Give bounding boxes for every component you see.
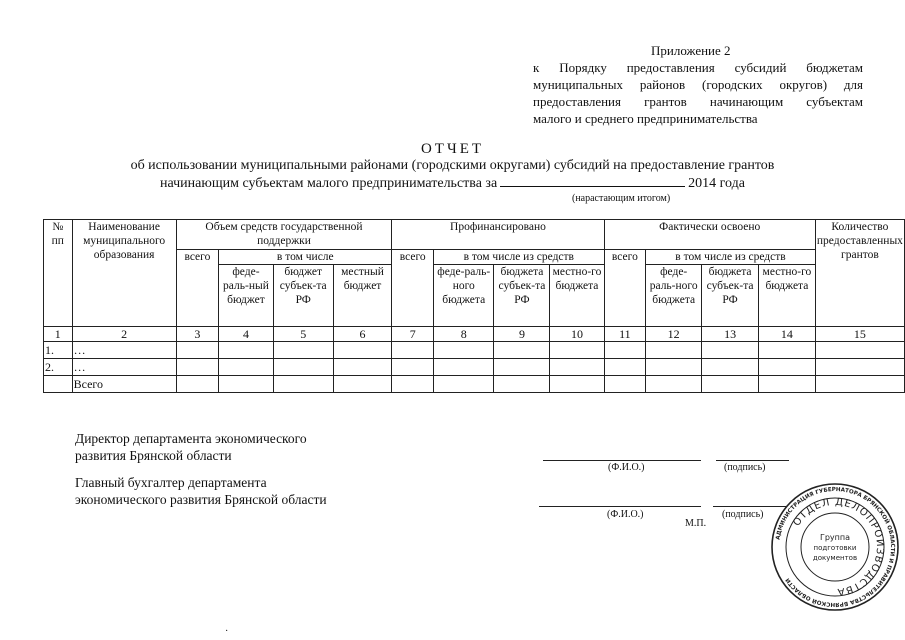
row-name: …: [72, 359, 176, 376]
cell[interactable]: [702, 359, 759, 376]
header-volume-local: местный бюджет: [333, 265, 392, 327]
cell[interactable]: [219, 376, 274, 393]
table-row: [44, 359, 905, 376]
period-note: (нарастающим итогом): [572, 193, 671, 204]
office-stamp: [770, 482, 900, 612]
accountant-fio-line[interactable]: [539, 506, 701, 507]
table-row: [44, 342, 905, 359]
cell[interactable]: [702, 376, 759, 393]
row-name-total: Всего: [72, 376, 176, 393]
stamp-inner-text: ОТДЕЛ ДЕЛОПРОИЗВОДСТВА: [791, 496, 886, 598]
header-spent-incl: в том числе из средств: [646, 250, 816, 265]
cell[interactable]: [550, 359, 604, 376]
row-number: 1.: [44, 342, 73, 359]
appendix-line-3: предоставления грантов начинающим субъектам: [533, 94, 863, 109]
director-signature-caption: (подпись): [724, 462, 766, 473]
col-num: 10: [550, 327, 604, 342]
cell[interactable]: [604, 359, 646, 376]
col-num: 3: [176, 327, 219, 342]
stray-mark: ·: [225, 626, 229, 637]
report-title: ОТЧЕТ: [420, 141, 485, 157]
cell[interactable]: [646, 359, 702, 376]
header-financed-total: всего: [392, 250, 434, 327]
report-subtitle-line2: [0, 174, 905, 192]
cell[interactable]: [758, 376, 815, 393]
cell[interactable]: [273, 359, 333, 376]
col-num: 7: [392, 327, 434, 342]
col-num: 4: [219, 327, 274, 342]
header-municipality: Наименование муниципального образования: [72, 220, 176, 327]
cell[interactable]: [392, 376, 434, 393]
cell[interactable]: [333, 342, 392, 359]
accountant-title-line2: экономического развития Брянской области: [75, 492, 327, 507]
director-fio-caption: (Ф.И.О.): [608, 462, 645, 473]
col-num: 12: [646, 327, 702, 342]
cell[interactable]: [758, 342, 815, 359]
col-num: 8: [434, 327, 494, 342]
header-spent-subject: бюджета субъек-та РФ: [702, 265, 759, 327]
cell[interactable]: [815, 376, 904, 393]
header-spent-total: всего: [604, 250, 646, 327]
col-num: 5: [273, 327, 333, 342]
accountant-signature-block: [75, 474, 327, 508]
appendix-block: [533, 42, 863, 127]
period-blank-field[interactable]: [500, 174, 685, 187]
col-num: 6: [333, 327, 392, 342]
cell[interactable]: [494, 342, 550, 359]
col-num: 15: [815, 327, 904, 342]
director-title-line2: развития Брянской области: [75, 448, 232, 463]
col-num: 1: [44, 327, 73, 342]
row-name: …: [72, 342, 176, 359]
director-fio-line[interactable]: [543, 460, 701, 461]
accountant-title-line1: Главный бухгалтер департамента: [75, 475, 267, 490]
cell[interactable]: [392, 359, 434, 376]
report-subtitle-line1: об использовании муниципальными районами (городскими округами) субсидий на предоставление грантов: [130, 158, 775, 173]
accountant-signature-caption: (подпись): [722, 509, 764, 520]
subtitle-suffix: 2014 года: [688, 176, 745, 191]
cell[interactable]: [550, 376, 604, 393]
cell[interactable]: [273, 342, 333, 359]
cell[interactable]: [702, 342, 759, 359]
report-table: [43, 219, 905, 393]
header-grants-count: Количество предоставленных грантов: [815, 220, 904, 327]
report-subtitle: [0, 157, 905, 192]
subtitle-prefix: начинающим субъектам малого предпринимательства за: [160, 176, 498, 191]
header-volume-subject: бюджет субъек-та РФ: [273, 265, 333, 327]
director-title-line1: Директор департамента экономического: [75, 431, 307, 446]
cell[interactable]: [646, 342, 702, 359]
cell[interactable]: [815, 359, 904, 376]
col-num: 11: [604, 327, 646, 342]
header-spent-federal: феде-раль-ного бюджета: [646, 265, 702, 327]
stamp-center-line3: документов: [812, 554, 858, 562]
header-no: № пп: [44, 220, 73, 327]
cell[interactable]: [434, 359, 494, 376]
cell[interactable]: [494, 376, 550, 393]
appendix-line-4: малого и среднего предпринимательства: [533, 111, 758, 126]
appendix-line-1: к Порядку предоставления субсидий бюджетам: [533, 60, 863, 75]
stamp-center-line2: подготовки: [813, 544, 857, 552]
accountant-fio-caption: (Ф.И.О.): [607, 509, 644, 520]
director-signature-line[interactable]: [716, 460, 789, 461]
cell[interactable]: [219, 359, 274, 376]
header-financed: Профинансировано: [392, 220, 604, 250]
stamp-center-line1: Группа: [819, 533, 851, 542]
cell[interactable]: [604, 342, 646, 359]
cell[interactable]: [176, 359, 219, 376]
cell[interactable]: [494, 359, 550, 376]
header-financed-federal: феде-раль-ного бюджета: [434, 265, 494, 327]
col-num: 9: [494, 327, 550, 342]
header-volume: Объем средств государственной поддержки: [176, 220, 392, 250]
header-financed-local: местно-го бюджета: [550, 265, 604, 327]
cell[interactable]: [434, 342, 494, 359]
cell[interactable]: [434, 376, 494, 393]
cell[interactable]: [176, 342, 219, 359]
cell[interactable]: [176, 376, 219, 393]
table-row-total: [44, 376, 905, 393]
cell[interactable]: [604, 376, 646, 393]
cell[interactable]: [333, 359, 392, 376]
col-num: 2: [72, 327, 176, 342]
cell[interactable]: [333, 376, 392, 393]
header-volume-federal: феде-раль-ный бюджет: [219, 265, 274, 327]
row-number: 2.: [44, 359, 73, 376]
header-spent: Фактически освоено: [604, 220, 815, 250]
director-signature-block: [75, 430, 307, 464]
cell[interactable]: [815, 342, 904, 359]
col-num: 13: [702, 327, 759, 342]
cell[interactable]: [392, 342, 434, 359]
cell[interactable]: [758, 359, 815, 376]
stamp-place-label: М.П.: [685, 518, 707, 529]
column-numbers-row: [44, 327, 905, 342]
header-volume-incl: в том числе: [219, 250, 392, 265]
cell[interactable]: [646, 376, 702, 393]
appendix-line-2: муниципальных районов (городских округов) для: [533, 77, 863, 92]
cell[interactable]: [273, 376, 333, 393]
header-financed-incl: в том числе из средств: [434, 250, 605, 265]
appendix-title: Приложение 2: [651, 43, 731, 58]
stamp-outer-text: АДМИНИСТРАЦИЯ ГУБЕРНАТОРА БРЯНСКОЙ ОБЛАСТИ И ПРАВИТЕЛЬСТВА БРЯНСКОЙ ОБЛАСТИ: [775, 486, 896, 608]
row-number: [44, 376, 73, 393]
header-financed-subject: бюджета субъек-та РФ: [494, 265, 550, 327]
cell[interactable]: [550, 342, 604, 359]
cell[interactable]: [219, 342, 274, 359]
header-spent-local: местно-го бюджета: [758, 265, 815, 327]
header-volume-total: всего: [176, 250, 219, 327]
col-num: 14: [758, 327, 815, 342]
